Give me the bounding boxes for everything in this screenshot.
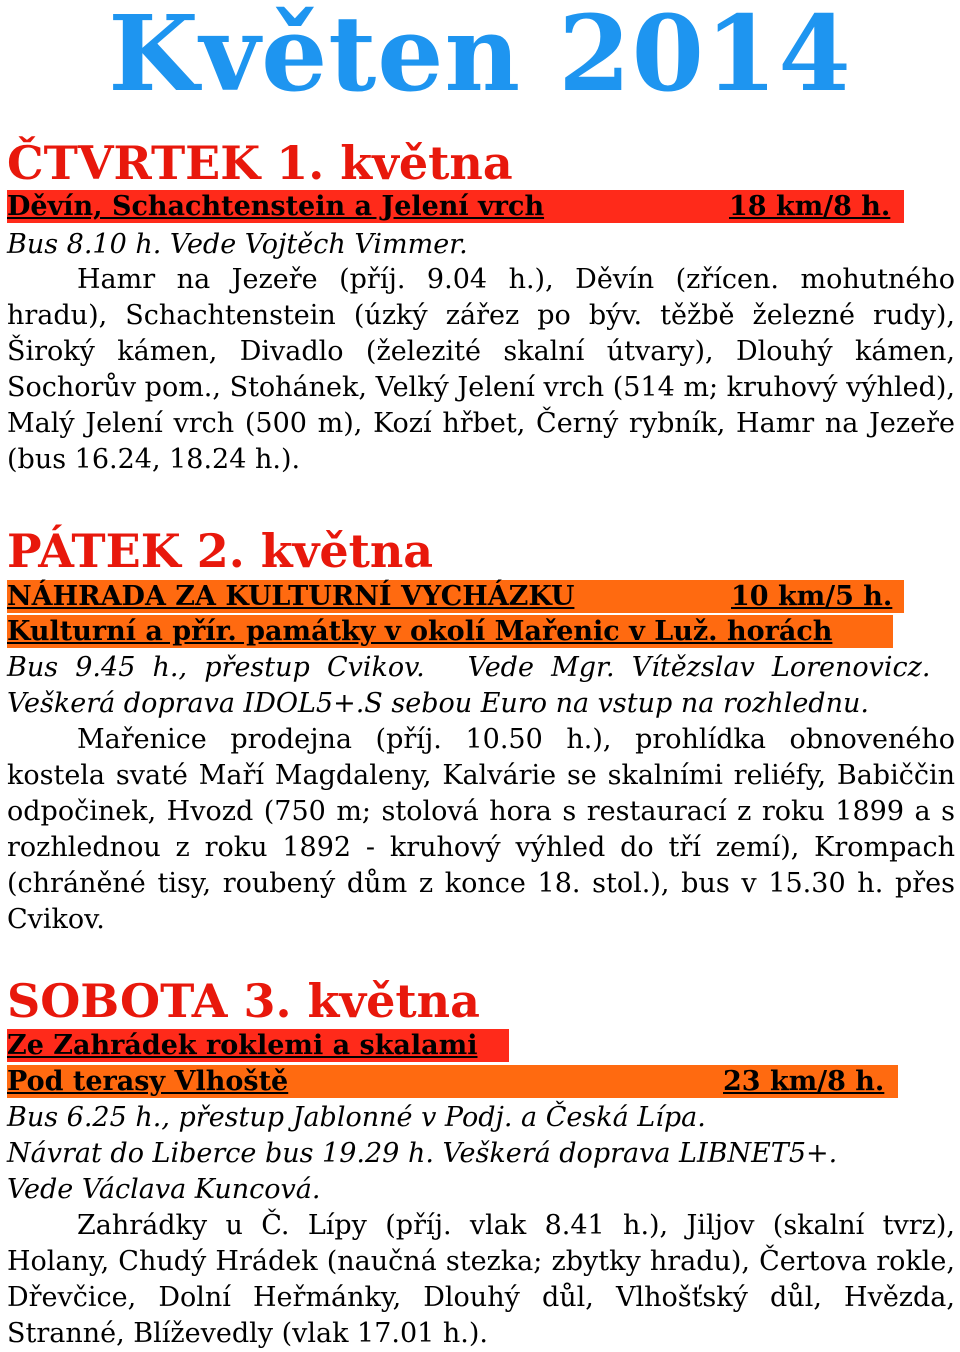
route-title: Děvín, Schachtenstein a Jelení vrch	[7, 191, 545, 222]
route-bar-friday	[7, 580, 904, 613]
trip-leader: Vede Václava Kuncová.	[7, 1174, 321, 1205]
trip-transport: Veškerá doprava IDOL5+.S sebou Euro na vstup na rozhlednu.	[7, 688, 869, 719]
trip-description: Mařenice prodejna (příj. 10.50 h.), prohlídka obnoveného kostela svaté Maří Magdaleny, Kalvárie se skalními reliéfy, Babiččin odpočinek, Hvozd (750 m; stolová hora s restaurací z roku 1899 a s rozhlednou z roku 1892 - kruhový výhled do tří zemí), Krompach (chráněné tisy, roubený dům z konce 18. stol.), bus v 15.30 h. přes Cvikov.	[7, 724, 955, 935]
trip-description: Hamr na Jezeře (příj. 9.04 h.), Děvín (zřícen. mohutného hradu), Schachtenstein (úzký zářez po býv. těžbě železné rudy), Široký kámen, Divadlo (železité skalní útvary), Dlouhý kámen, Sochorův pom., Stohánek, Velký Jelení vrch (514 m; kruhový výhled), Malý Jelení vrch (500 m), Kozí hřbet, Černý rybník, Hamr na Jezeře (bus 16.24, 18.24 h.).	[7, 264, 955, 475]
day-heading-saturday: SOBOTA 3. května	[7, 974, 480, 1028]
route-title: NÁHRADA ZA KULTURNÍ VYCHÁZKU	[7, 581, 575, 612]
route-bar-saturday-2	[7, 1065, 898, 1098]
route-bar-thursday	[7, 190, 904, 223]
day-heading-friday: PÁTEK 2. května	[7, 524, 434, 578]
route-title: Ze Zahrádek roklemi a skalami	[7, 1030, 478, 1061]
route-distance: 23 km/8 h.	[723, 1066, 885, 1097]
route-subtitle: Kulturní a přír. památky v okolí Mařenic v Luž. horách	[7, 616, 833, 647]
route-distance: 10 km/5 h.	[731, 581, 893, 612]
page-title: Květen 2014	[108, 0, 852, 115]
route-subtitle-bar	[7, 615, 893, 648]
trip-return: Návrat do Liberce bus 19.29 h. Veškerá doprava LIBNET5+.	[7, 1138, 838, 1169]
trip-description: Zahrádky u Č. Lípy (příj. vlak 8.41 h.), Jiljov (skalní tvrz), Holany, Chudý Hrádek (naučná stezka; zbytky hradu), Čertova rokle, Dřevčice, Dolní Heřmánky, Dlouhý důl, Vlhošťský důl, Hvězda, Stranné, Blíževedly (vlak 17.01 h.).	[7, 1210, 955, 1349]
route-distance: 18 km/8 h.	[729, 191, 891, 222]
day-heading-thursday: ČTVRTEK 1. května	[7, 136, 513, 190]
trip-info: Bus 9.45 h., přestup Cvikov. Vede Mgr. Vítězslav Lorenovicz.	[7, 652, 931, 683]
trip-info: Bus 8.10 h. Vede Vojtěch Vimmer.	[7, 229, 468, 260]
route-bar-saturday-1	[7, 1029, 509, 1062]
route-title-2: Pod terasy Vlhoště	[7, 1066, 289, 1097]
trip-info: Bus 6.25 h., přestup Jablonné v Podj. a Česká Lípa.	[7, 1102, 706, 1133]
